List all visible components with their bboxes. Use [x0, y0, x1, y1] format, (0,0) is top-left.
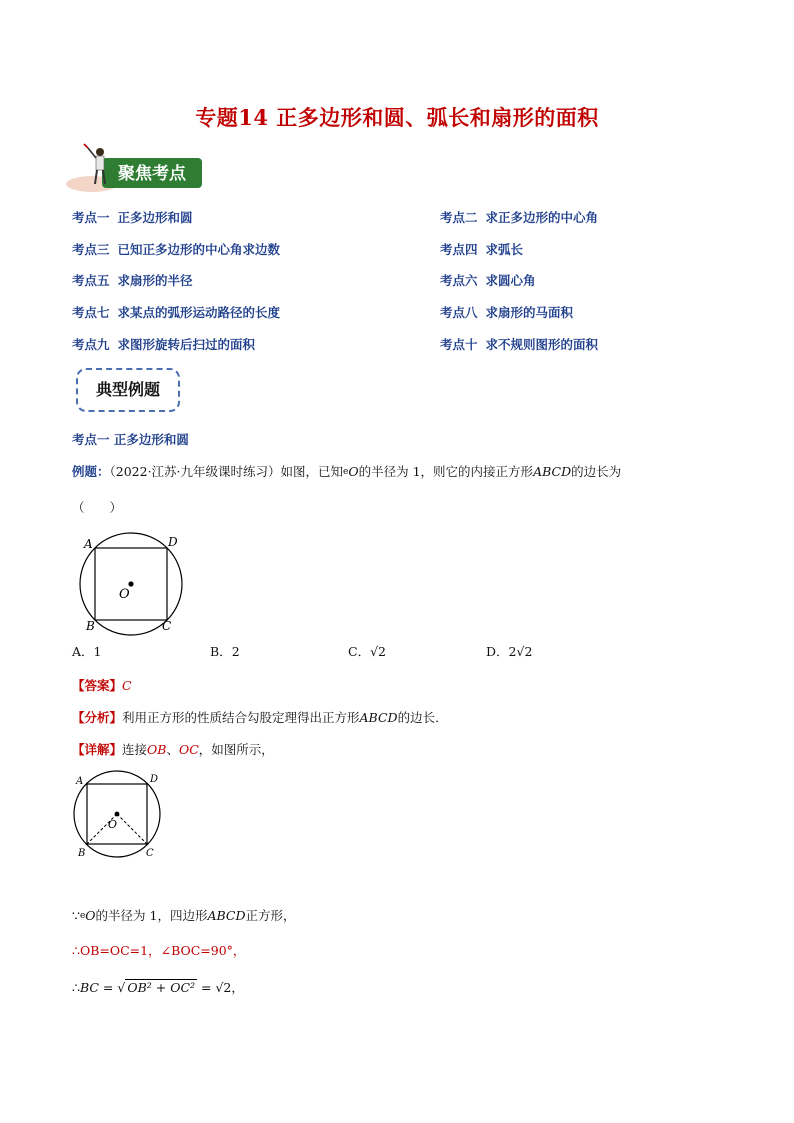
point-text: 求某点的弧形运动路径的长度 — [117, 305, 281, 320]
choice-letter: A． — [72, 644, 94, 659]
point-text: 求不规则图形的面积 — [485, 337, 599, 352]
point-item — [72, 335, 255, 353]
example-text: 的半径为 1，则它的内接正方形 — [358, 464, 534, 479]
choice-letter: D． — [486, 644, 509, 659]
analysis-tag: 【分析】 — [72, 710, 123, 725]
analysis-text: 的边长． — [397, 710, 448, 725]
analysis-line — [72, 708, 448, 726]
square-name: ABCD — [533, 464, 572, 479]
point-label: 考点九 — [72, 337, 110, 352]
point-label: 考点三 — [72, 242, 110, 257]
separator: 、 — [166, 742, 179, 757]
center-point — [128, 581, 133, 586]
segment-bc: BC — [79, 980, 99, 995]
choice-d — [486, 642, 532, 660]
circle-symbol: e — [343, 467, 349, 477]
step-text: ， — [231, 980, 244, 995]
point-item — [72, 208, 193, 226]
choice-value: √2 — [370, 644, 386, 659]
label-b: B — [86, 619, 95, 633]
therefore-symbol: ∴ — [72, 980, 80, 995]
section-title: 考点一 正多边形和圆 — [72, 432, 189, 447]
point-text: 已知正多边形的中心角求边数 — [117, 242, 281, 257]
detail-text: ，如图所示， — [198, 742, 274, 757]
choice-letter: B． — [210, 644, 232, 659]
banner-label: 聚焦考点 — [118, 164, 186, 184]
answer-value: C — [122, 678, 132, 693]
point-text: 求扇形的半径 — [117, 273, 193, 288]
circle-square-radius-figure — [70, 770, 170, 862]
point-text: 求弧长 — [485, 242, 524, 257]
segment-ob: OB — [147, 742, 167, 757]
point-text: 求扇形的马面积 — [485, 305, 574, 320]
point-label: 考点四 — [440, 242, 478, 257]
label-b: B — [78, 848, 86, 859]
point-item — [72, 303, 280, 321]
because-symbol: ∵ — [72, 908, 80, 923]
answer-parentheses: （ ） — [72, 500, 123, 515]
sqrt-expression: √ OB² + OC² — [117, 980, 196, 995]
point-item — [72, 271, 193, 289]
equals-sign: = — [98, 980, 118, 995]
label-c: C — [162, 619, 172, 633]
point-text: 求正多边形的中心角 — [485, 210, 599, 225]
step-1 — [72, 906, 296, 924]
equals-sign: = — [197, 980, 216, 995]
segment-oc: OC — [178, 742, 199, 757]
point-label: 考点七 — [72, 305, 110, 320]
circle-symbol: e — [79, 911, 86, 921]
analysis-text: 利用正方形的性质结合勾股定理得出正方形 — [122, 710, 360, 725]
step-3 — [72, 978, 244, 996]
example-question — [72, 462, 732, 480]
point-label: 考点二 — [440, 210, 478, 225]
label-c: C — [146, 848, 154, 859]
detail-text: 连接 — [122, 742, 148, 757]
typical-examples-heading: 典型例题 — [76, 368, 180, 412]
point-item — [440, 208, 598, 226]
example-source: （2022·江苏·九年级课时练习） — [109, 464, 281, 479]
step-text: 的半径为 1，四边形 — [95, 908, 208, 923]
choice-letter: C． — [348, 644, 371, 659]
example-text: 如图，已知 — [280, 464, 344, 479]
detail-tag: 【详解】 — [72, 742, 123, 757]
point-item — [440, 271, 536, 289]
focus-points-banner — [64, 142, 214, 194]
example-label: 例题： — [72, 464, 110, 479]
point-label: 考点六 — [440, 273, 478, 288]
point-text: 正多边形和圆 — [117, 210, 193, 225]
point-label: 考点八 — [440, 305, 478, 320]
step-text: 正方形， — [245, 908, 296, 923]
label-a: A — [84, 537, 93, 551]
choice-c — [348, 642, 386, 660]
point-item — [440, 303, 573, 321]
detail-line — [72, 740, 274, 758]
answer-line — [72, 676, 132, 694]
step-2: ∴OB=OC=1，∠BOC=90°， — [72, 943, 246, 958]
choice-value: 2 — [231, 644, 240, 659]
square-name: ABCD — [207, 908, 246, 923]
label-o: O — [119, 587, 130, 602]
segment-oc-line — [117, 814, 147, 844]
center-point — [115, 812, 120, 817]
label-o: O — [108, 818, 118, 831]
point-label: 考点五 — [72, 273, 110, 288]
label-d: D — [168, 535, 178, 549]
point-text: 求图形旋转后扫过的面积 — [117, 337, 256, 352]
choice-value: 2√2 — [508, 644, 533, 659]
point-item — [440, 240, 523, 258]
circle-center-label: O — [85, 908, 96, 923]
square-name: ABCD — [359, 710, 398, 725]
answer-tag: 【答案】 — [72, 678, 123, 693]
circle-center-label: O — [348, 464, 359, 479]
page-title: 专题14 正多边形和圆、弧长和扇形的面积 — [195, 105, 599, 130]
point-item — [72, 240, 280, 258]
label-d: D — [150, 774, 159, 785]
circle-square-figure — [72, 532, 202, 636]
point-label: 考点十 — [440, 337, 478, 352]
choice-b — [210, 642, 240, 660]
choice-value: 1 — [93, 644, 102, 659]
point-item — [440, 335, 598, 353]
radicand: OB² + OC² — [127, 980, 196, 995]
label-a: A — [76, 776, 84, 787]
choice-a — [72, 642, 101, 660]
point-label: 考点一 — [72, 210, 110, 225]
point-text: 求圆心角 — [485, 273, 536, 288]
example-text: 的边长为 — [571, 464, 622, 479]
result-value: √2 — [215, 980, 232, 995]
